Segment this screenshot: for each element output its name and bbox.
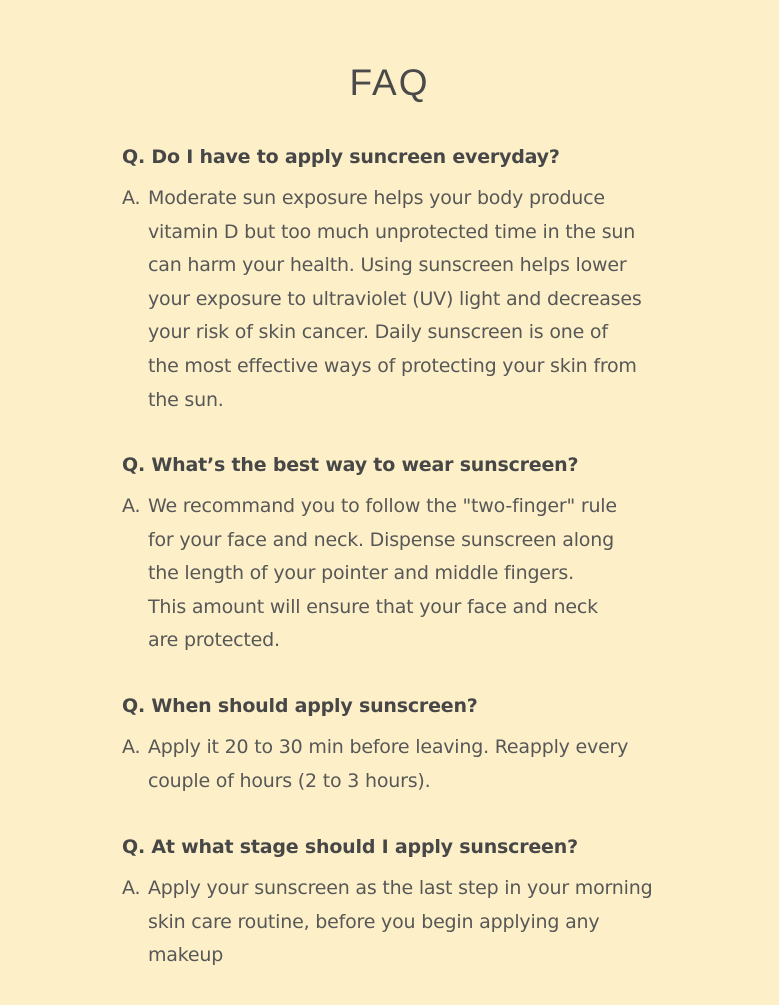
answer-line: for your face and neck. Dispense sunscreen along (148, 528, 614, 551)
faq-answer (122, 490, 682, 658)
page-title: FAQ (349, 62, 430, 103)
answer-line: Apply it 20 to 30 min before leaving. Reapply every (148, 736, 629, 758)
answer-line: Moderate sun exposure helps your body produce (148, 187, 605, 209)
faq-question: Q. Do I have to apply suncreen everyday? (122, 146, 560, 168)
faq-item-3 (122, 693, 682, 798)
answer-line: makeup (148, 944, 224, 967)
faq-answer (122, 731, 682, 798)
answer-prefix: A. (122, 187, 141, 209)
answer-line: your risk of skin cancer. Daily sunscreen is one of (148, 321, 608, 344)
answer-line: are protected. (148, 629, 280, 652)
answer-prefix: A. (122, 495, 141, 517)
faq-question: Q. What’s the best way to wear sunscreen? (122, 454, 579, 476)
answer-line: the length of your pointer and middle fingers. (148, 562, 574, 585)
faq-question: Q. When should apply sunscreen? (122, 695, 478, 717)
faq-item-4 (122, 834, 682, 973)
faq-item-1 (122, 144, 682, 417)
answer-line: your exposure to ultraviolet (UV) light and decreases (148, 287, 642, 310)
answer-line: the sun. (148, 388, 224, 411)
answer-line: skin care routine, before you begin applying any (148, 910, 600, 933)
answer-prefix: A. (122, 877, 141, 899)
answer-line: couple of hours (2 to 3 hours). (148, 769, 431, 792)
faq-question: Q. At what stage should I apply sunscreen? (122, 836, 578, 858)
answer-line: can harm your health. Using sunscreen helps lower (148, 254, 627, 277)
faq-item-2 (122, 452, 682, 658)
faq-answer (122, 872, 682, 973)
answer-prefix: A. (122, 736, 141, 758)
answer-line: Apply your sunscreen as the last step in your morning (148, 877, 653, 899)
answer-line: We recommand you to follow the "two-finger" rule (148, 495, 617, 517)
faq-answer (122, 182, 682, 417)
answer-line: vitamin D but too much unprotected time in the sun (148, 220, 636, 243)
answer-line: This amount will ensure that your face and neck (148, 595, 598, 618)
answer-line: the most effective ways of protecting your skin from (148, 354, 637, 377)
